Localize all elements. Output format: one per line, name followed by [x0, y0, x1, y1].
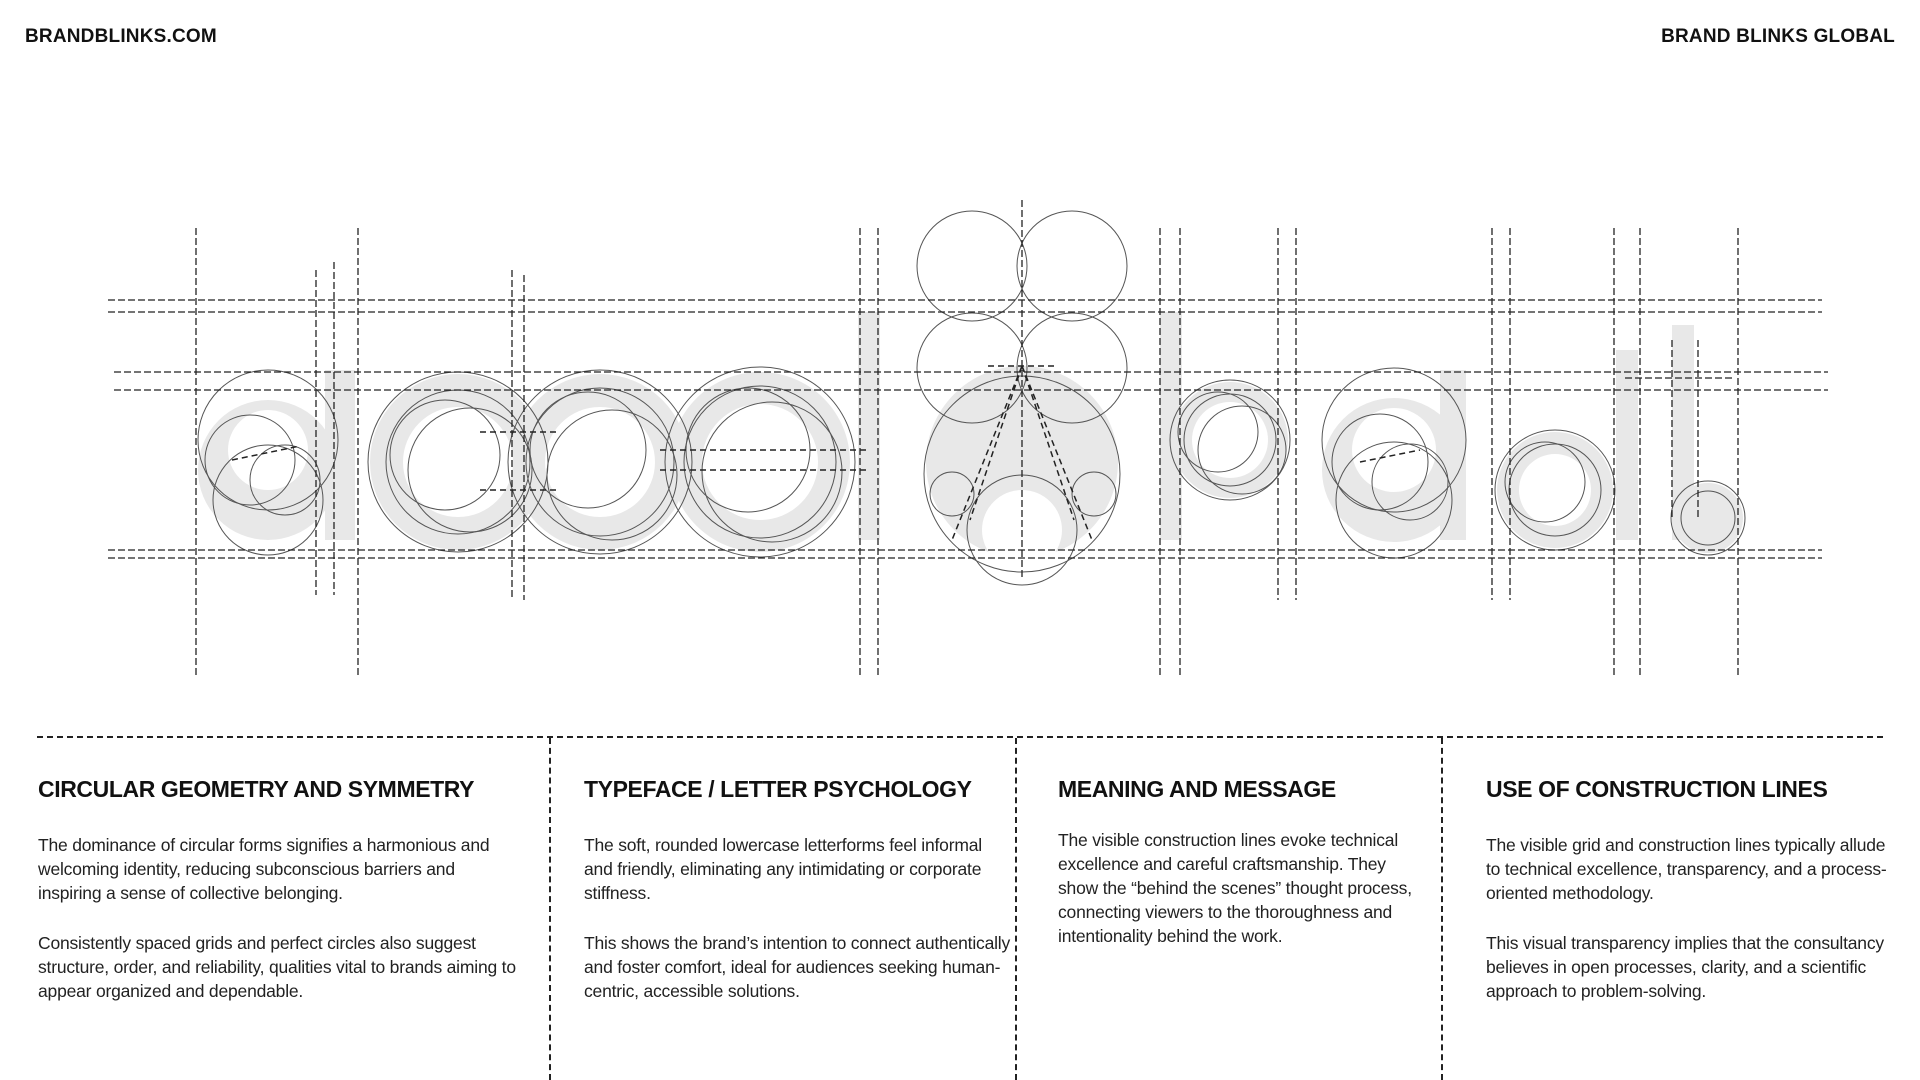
- site-url: BRANDBLINKS.COM: [25, 26, 217, 47]
- column-separator: [1015, 738, 1017, 1080]
- section-circular-geometry: [38, 738, 518, 1080]
- column-separator: [1441, 738, 1443, 1080]
- section-paragraph: The visible grid and construction lines typically allude to technical excellence, transparency, and a process-oriented methodology.: [1486, 835, 1887, 903]
- logo-construction-diagram: [0, 200, 1920, 700]
- info-columns: [0, 738, 1920, 1080]
- section-meaning-message: [1058, 738, 1428, 1080]
- section-paragraph: The dominance of circular forms signifies a harmonious and welcoming identity, reducing subconscious barriers and inspiring a sense of collective belonging.: [38, 835, 490, 903]
- section-construction-lines: [1486, 738, 1896, 1080]
- section-title: TYPEFACE / LETTER PSYCHOLOGY: [584, 776, 972, 802]
- section-title: USE OF CONSTRUCTION LINES: [1486, 776, 1828, 802]
- section-typeface-psychology: [584, 738, 1014, 1080]
- column-separator: [549, 738, 551, 1080]
- section-paragraph: The visible construction lines evoke technical excellence and careful craftsmanship. They show the “behind the scenes” thought process, connecting viewers to the thoroughness and intentionality behind the work.: [1058, 830, 1412, 946]
- section-title: MEANING AND MESSAGE: [1058, 776, 1336, 802]
- section-paragraph: This visual transparency implies that the consultancy believes in open processes, clarity, and a scientific approach to problem-solving.: [1486, 933, 1884, 1001]
- section-title: CIRCULAR GEOMETRY AND SYMMETRY: [38, 776, 475, 802]
- section-paragraph: Consistently spaced grids and perfect circles also suggest structure, order, and reliability, qualities vital to brands aiming to appear organized and dependable.: [38, 933, 516, 1001]
- section-paragraph: This shows the brand’s intention to connect authentically and foster comfort, ideal for audiences seeking human-centric, accessible solutions.: [584, 933, 1011, 1001]
- brand-name: BRAND BLINKS GLOBAL: [1661, 26, 1895, 47]
- section-paragraph: The soft, rounded lowercase letterforms feel informal and friendly, eliminating any intimidating or corporate stiffness.: [584, 835, 982, 903]
